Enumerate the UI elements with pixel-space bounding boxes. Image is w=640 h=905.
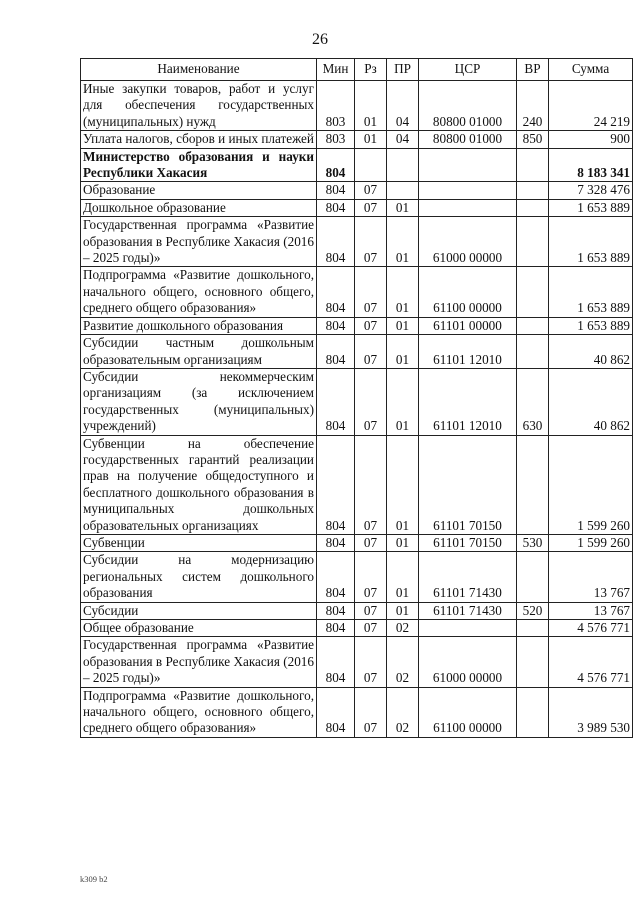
cell-vr: [517, 552, 549, 602]
header-vr: ВР: [517, 59, 549, 81]
cell-csr: 61101 70150: [419, 435, 517, 534]
cell-vr: [517, 620, 549, 637]
cell-sum: 40 862: [549, 335, 633, 369]
cell-csr: 61101 12010: [419, 335, 517, 369]
cell-pr: 01: [387, 602, 419, 619]
cell-sum: 24 219: [549, 81, 633, 131]
cell-vr: [517, 335, 549, 369]
cell-name: Государственная программа «Развитие образования в Республике Хакасия (2016 – 2025 годы)»: [81, 637, 317, 687]
cell-csr: 61000 00000: [419, 637, 517, 687]
cell-csr: 61100 00000: [419, 687, 517, 737]
cell-csr: [419, 620, 517, 637]
cell-csr: 61100 00000: [419, 267, 517, 317]
cell-sum: 1 653 889: [549, 217, 633, 267]
cell-rz: 01: [355, 131, 387, 148]
cell-vr: 850: [517, 131, 549, 148]
cell-min: 804: [317, 335, 355, 369]
table-row: [81, 552, 633, 602]
cell-min: 804: [317, 217, 355, 267]
cell-sum: 13 767: [549, 552, 633, 602]
cell-sum: 1 653 889: [549, 317, 633, 334]
cell-pr: 04: [387, 131, 419, 148]
header-sum: Сумма: [549, 59, 633, 81]
cell-name: Субвенции: [81, 534, 317, 551]
cell-rz: 01: [355, 81, 387, 131]
table-row: [81, 81, 633, 131]
cell-vr: [517, 148, 549, 182]
cell-pr: 01: [387, 552, 419, 602]
cell-vr: [517, 687, 549, 737]
table-row: [81, 217, 633, 267]
table-row: [81, 131, 633, 148]
table-row: [81, 267, 633, 317]
table-row: [81, 317, 633, 334]
cell-pr: 01: [387, 267, 419, 317]
cell-sum: 13 767: [549, 602, 633, 619]
cell-pr: 02: [387, 687, 419, 737]
cell-sum: 1 599 260: [549, 435, 633, 534]
cell-rz: 07: [355, 217, 387, 267]
cell-vr: 630: [517, 368, 549, 435]
cell-vr: [517, 435, 549, 534]
cell-pr: 01: [387, 335, 419, 369]
cell-vr: [517, 267, 549, 317]
cell-min: 804: [317, 435, 355, 534]
cell-rz: 07: [355, 637, 387, 687]
cell-pr: 02: [387, 637, 419, 687]
cell-name: Субсидии частным дошкольным образовательным организациям: [81, 335, 317, 369]
page-number: 26: [312, 31, 328, 48]
cell-sum: 1 599 260: [549, 534, 633, 551]
cell-pr: [387, 182, 419, 199]
cell-vr: [517, 317, 549, 334]
table-header: [81, 59, 633, 81]
cell-rz: 07: [355, 552, 387, 602]
table-row: [81, 435, 633, 534]
cell-name: Субсидии: [81, 602, 317, 619]
cell-csr: 80800 01000: [419, 131, 517, 148]
cell-rz: 07: [355, 368, 387, 435]
table-row: [81, 602, 633, 619]
table-row: [81, 368, 633, 435]
cell-name: Уплата налогов, сборов и иных платежей: [81, 131, 317, 148]
cell-csr: [419, 182, 517, 199]
table-row: [81, 335, 633, 369]
cell-rz: 07: [355, 317, 387, 334]
cell-min: 804: [317, 602, 355, 619]
cell-name: Подпрограмма «Развитие дошкольного, начального общего, основного общего, среднего общего образования»: [81, 687, 317, 737]
table-row: [81, 687, 633, 737]
cell-min: 804: [317, 182, 355, 199]
table-row: [81, 534, 633, 551]
cell-name: Иные закупки товаров, работ и услуг для обеспечения государственных (муниципальных) нужд: [81, 81, 317, 131]
cell-sum: 8 183 341: [549, 148, 633, 182]
cell-min: 804: [317, 368, 355, 435]
cell-name: Министерство образования и науки Республики Хакасия: [81, 148, 317, 182]
cell-min: 804: [317, 317, 355, 334]
table-row: [81, 620, 633, 637]
cell-pr: 04: [387, 81, 419, 131]
cell-rz: 07: [355, 199, 387, 216]
cell-rz: 07: [355, 687, 387, 737]
footer-code: k309 b2: [80, 874, 108, 884]
cell-name: Субвенции на обеспечение государственных гарантий реализации прав на получение общедоступного и бесплатного дошкольного образования в муниципальных дошкольных образовательных организациях: [81, 435, 317, 534]
cell-rz: 07: [355, 182, 387, 199]
cell-pr: 01: [387, 317, 419, 334]
cell-name: Субсидии на модернизацию региональных систем дошкольного образования: [81, 552, 317, 602]
cell-pr: 01: [387, 534, 419, 551]
cell-vr: [517, 182, 549, 199]
cell-sum: 4 576 771: [549, 637, 633, 687]
cell-vr: 530: [517, 534, 549, 551]
cell-rz: 07: [355, 534, 387, 551]
cell-name: Подпрограмма «Развитие дошкольного, начального общего, основного общего, среднего общего образования»: [81, 267, 317, 317]
cell-name: Государственная программа «Развитие образования в Республике Хакасия (2016 – 2025 годы)»: [81, 217, 317, 267]
cell-sum: 1 653 889: [549, 267, 633, 317]
cell-pr: 02: [387, 620, 419, 637]
cell-csr: [419, 199, 517, 216]
header-name: Наименование: [81, 59, 317, 81]
header-pr: ПР: [387, 59, 419, 81]
cell-csr: 80800 01000: [419, 81, 517, 131]
cell-min: 804: [317, 637, 355, 687]
cell-sum: 1 653 889: [549, 199, 633, 216]
cell-min: 803: [317, 131, 355, 148]
cell-vr: 520: [517, 602, 549, 619]
cell-csr: [419, 148, 517, 182]
cell-pr: 01: [387, 199, 419, 216]
cell-vr: [517, 217, 549, 267]
cell-min: 804: [317, 534, 355, 551]
cell-sum: 4 576 771: [549, 620, 633, 637]
cell-name: Образование: [81, 182, 317, 199]
cell-name: Дошкольное образование: [81, 199, 317, 216]
cell-rz: 07: [355, 435, 387, 534]
cell-pr: 01: [387, 435, 419, 534]
cell-csr: 61101 00000: [419, 317, 517, 334]
cell-min: 804: [317, 148, 355, 182]
budget-table: [80, 58, 633, 738]
cell-pr: 01: [387, 217, 419, 267]
cell-min: 803: [317, 81, 355, 131]
cell-min: 804: [317, 267, 355, 317]
cell-name: Субсидии некоммерческим организациям (за исключением государственных (муниципальных) учреждений): [81, 368, 317, 435]
cell-rz: 07: [355, 267, 387, 317]
cell-rz: [355, 148, 387, 182]
table-row: [81, 199, 633, 216]
cell-min: 804: [317, 552, 355, 602]
cell-rz: 07: [355, 335, 387, 369]
cell-rz: 07: [355, 602, 387, 619]
cell-csr: 61101 12010: [419, 368, 517, 435]
cell-csr: 61101 71430: [419, 552, 517, 602]
cell-pr: 01: [387, 368, 419, 435]
cell-sum: 7 328 476: [549, 182, 633, 199]
cell-csr: 61000 00000: [419, 217, 517, 267]
header-min: Мин: [317, 59, 355, 81]
header-rz: Рз: [355, 59, 387, 81]
cell-min: 804: [317, 620, 355, 637]
cell-sum: 3 989 530: [549, 687, 633, 737]
cell-vr: 240: [517, 81, 549, 131]
cell-csr: 61101 70150: [419, 534, 517, 551]
table-row: [81, 637, 633, 687]
table-row: [81, 148, 633, 182]
cell-sum: 40 862: [549, 368, 633, 435]
cell-rz: 07: [355, 620, 387, 637]
table-row: [81, 182, 633, 199]
cell-vr: [517, 199, 549, 216]
cell-sum: 900: [549, 131, 633, 148]
cell-name: Развитие дошкольного образования: [81, 317, 317, 334]
cell-csr: 61101 71430: [419, 602, 517, 619]
header-csr: ЦСР: [419, 59, 517, 81]
cell-pr: [387, 148, 419, 182]
cell-min: 804: [317, 199, 355, 216]
cell-vr: [517, 637, 549, 687]
header-row: [81, 59, 633, 81]
cell-name: Общее образование: [81, 620, 317, 637]
cell-min: 804: [317, 687, 355, 737]
table-body: [81, 81, 633, 738]
